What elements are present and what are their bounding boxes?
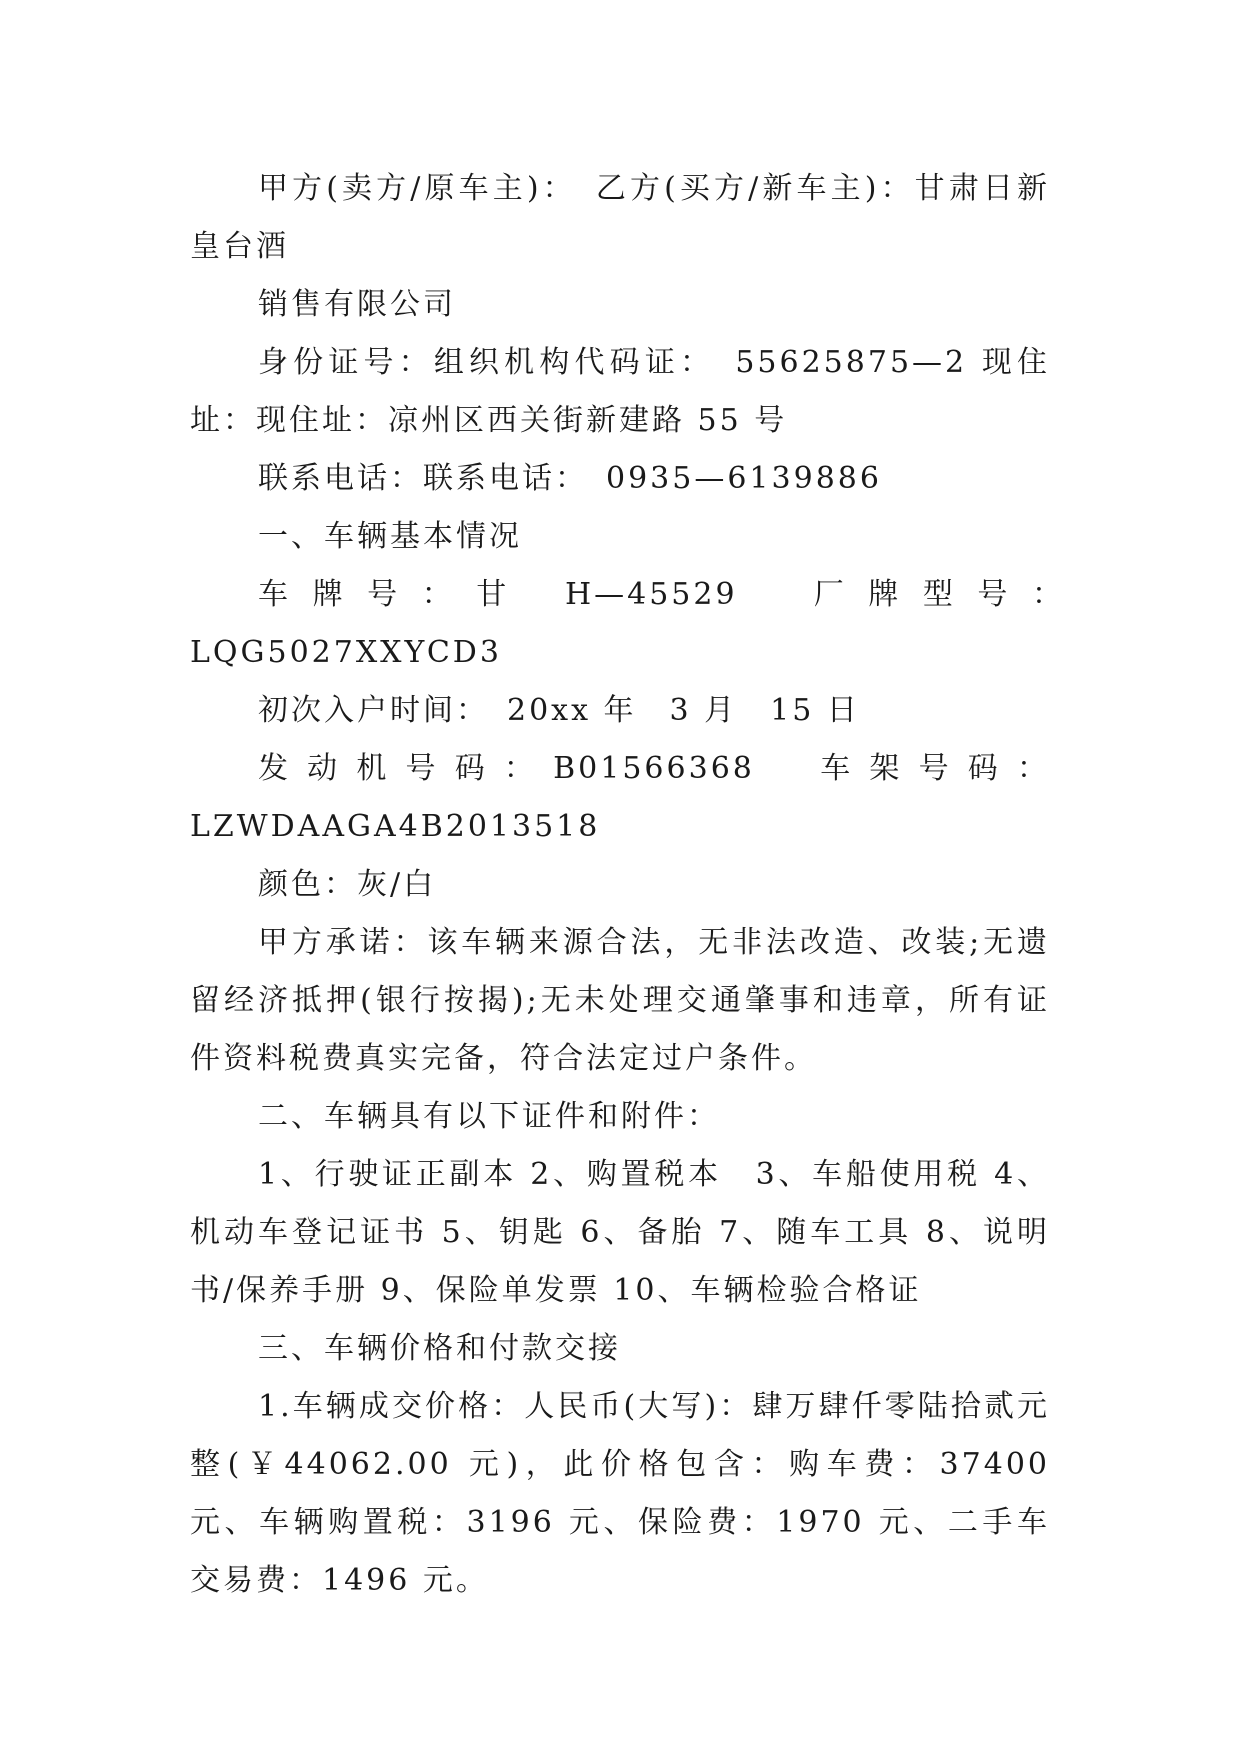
section-heading-price: 三、车辆价格和付款交接	[258, 1331, 621, 1366]
phone-line: 联系电话：联系电话： 0935—6139886	[258, 461, 882, 496]
section-heading-documents: 二、车辆具有以下证件和附件：	[258, 1099, 720, 1134]
seller-promise: 甲方承诺：该车辆来源合法，无非法改造、改装;无遗留经济抵押(银行按揭);无未处理交通肇事和违章，所有证件资料税费真实完备，符合法定过户条件。	[190, 925, 1050, 1076]
plate-model-line: 车牌号：甘 H—45529 厂牌型号： LQG5027XXYCD3	[190, 577, 1083, 670]
party-line: 甲方(卖方/原车主)： 乙方(买方/新车主)：甘肃日新皇台酒	[190, 171, 1050, 264]
color-line: 颜色：灰/白	[258, 867, 437, 902]
registration-date-line: 初次入户时间： 20xx 年 3 月 15 日	[258, 693, 860, 728]
documents-list: 1、行驶证正副本 2、购置税本 3、车船使用税 4、机动车登记证书 5、钥匙 6、备胎 7、随车工具 8、说明书/保养手册 9、保险单发票 10、车辆检验合格证	[190, 1157, 1050, 1308]
document-page	[190, 160, 1083, 1610]
engine-frame-line: 发动机号码：B01566368 车架号码：LZWDAAGA4B2013518	[190, 751, 1050, 844]
id-address-line: 身份证号：组织机构代码证： 55625875—2 现住址：现住址：凉州区西关街新建路 55 号	[190, 345, 1050, 438]
buyer-name-continued: 销售有限公司	[258, 287, 456, 322]
price-details: 1.车辆成交价格：人民币(大写)：肆万肆仟零陆拾贰元整(￥44062.00 元)，此价格包含：购车费：37400 元、车辆购置税：3196 元、保险费：1970 元、二手车交易费：1496 元。	[190, 1389, 1050, 1598]
section-heading-vehicle-info: 一、车辆基本情况	[258, 519, 522, 554]
